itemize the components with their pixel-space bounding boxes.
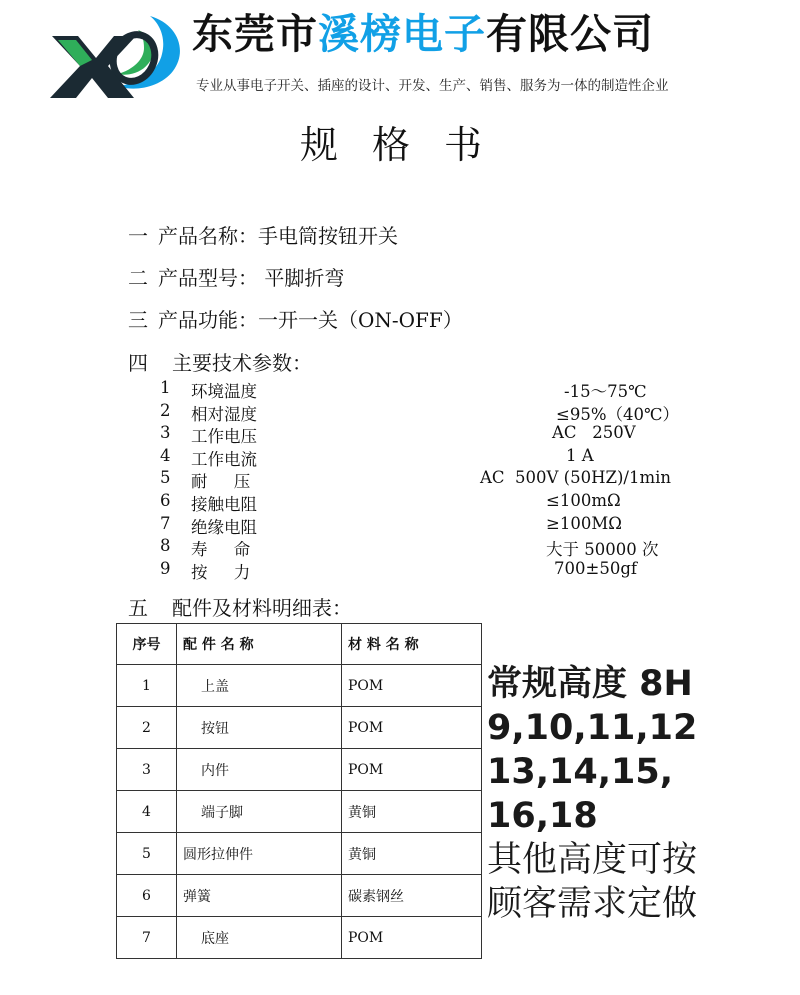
table-row <box>117 707 482 749</box>
param-number: 3 <box>160 423 171 443</box>
param-row <box>160 536 720 559</box>
cell-no: 3 <box>117 749 177 791</box>
section-product-model <box>128 262 344 291</box>
table-row <box>117 875 482 917</box>
param-row <box>160 401 720 424</box>
cell-material: 黄铜 <box>342 833 482 875</box>
cell-part: 端子脚 <box>177 791 342 833</box>
param-row <box>160 468 720 491</box>
cell-part: 上盖 <box>177 665 342 707</box>
company-logo <box>38 6 188 102</box>
section-number: 一 <box>128 224 148 248</box>
cell-material: 黄铜 <box>342 791 482 833</box>
cell-no: 1 <box>117 665 177 707</box>
param-value: 1 A <box>566 445 594 465</box>
param-label: 工作电流 <box>191 449 257 469</box>
param-number: 4 <box>160 445 171 465</box>
param-row <box>160 514 720 537</box>
param-row <box>160 491 720 514</box>
cell-material: POM <box>342 749 482 791</box>
cell-part: 弹簧 <box>177 875 342 917</box>
param-row <box>160 378 720 401</box>
param-value: -15～75℃ <box>564 382 647 401</box>
param-number: 5 <box>160 468 171 488</box>
section-text: 产品型号： 平脚折弯 <box>158 266 345 290</box>
param-label: 环境温度 <box>191 382 257 401</box>
param-value: 700±50gf <box>554 558 637 578</box>
cell-material: POM <box>342 917 482 959</box>
param-number: 6 <box>160 490 171 510</box>
section-number: 五 <box>128 596 148 620</box>
cell-material: POM <box>342 707 482 749</box>
height-note-line: 13,14,15, <box>487 752 674 792</box>
param-number: 9 <box>160 558 171 578</box>
param-label: 寿 命 <box>191 540 251 560</box>
cell-part: 内件 <box>177 749 342 791</box>
param-label: 工作电压 <box>191 427 257 447</box>
section-text: 配件及材料明细表： <box>172 596 352 620</box>
company-name-brand: 溪榜电子 <box>318 10 486 58</box>
param-number: 1 <box>160 378 171 397</box>
table-row <box>117 665 482 707</box>
height-note-line: 顾客需求定做 <box>487 884 698 924</box>
company-name-suffix: 有限公司 <box>486 10 654 58</box>
cell-part: 底座 <box>177 917 342 959</box>
param-row <box>160 559 720 582</box>
cell-part: 按钮 <box>177 707 342 749</box>
param-label: 按 力 <box>191 562 251 582</box>
title-char-1: 规 <box>300 123 339 167</box>
cell-no: 5 <box>117 833 177 875</box>
cell-no: 4 <box>117 791 177 833</box>
header-cell-no: 序号 <box>117 624 177 665</box>
param-number: 8 <box>160 536 171 556</box>
title-char-3: 书 <box>444 123 483 167</box>
cell-no: 2 <box>117 707 177 749</box>
section-text: 产品名称：手电筒按钮开关 <box>158 224 398 248</box>
section-number: 二 <box>128 266 148 290</box>
height-note-line: 其他高度可按 <box>487 840 698 880</box>
param-value: ≤95%（40℃） <box>556 404 679 424</box>
param-value: 大于 50000 次 <box>546 540 659 560</box>
section-tech-params <box>128 347 312 376</box>
company-slogan: 专业从事电子开关、插座的设计、开发、生产、销售、服务为一体的制造性企业 <box>196 78 669 94</box>
document-title <box>300 114 482 169</box>
param-row <box>160 446 720 469</box>
table-row <box>117 749 482 791</box>
section-product-function <box>128 304 463 333</box>
cell-part: 圆形拉伸件 <box>177 833 342 875</box>
company-name <box>192 10 654 58</box>
cell-no: 6 <box>117 875 177 917</box>
param-value: AC 500V (50HZ)/1min <box>480 468 672 488</box>
param-label: 绝缘电阻 <box>191 517 257 537</box>
param-label: 相对湿度 <box>191 404 257 424</box>
height-note-line: 9,10,11,12 <box>487 708 698 748</box>
table-row <box>117 833 482 875</box>
tech-params-list <box>160 378 720 581</box>
param-row <box>160 423 720 446</box>
section-text: 主要技术参数： <box>172 351 312 375</box>
header-cell-part: 配 件 名 称 <box>177 624 342 665</box>
cell-material: POM <box>342 665 482 707</box>
section-product-name <box>128 220 398 249</box>
header-cell-material: 材 料 名 称 <box>342 624 482 665</box>
parts-materials-table <box>116 623 482 959</box>
height-note-line: 16,18 <box>487 796 598 836</box>
table-row <box>117 917 482 959</box>
section-number: 三 <box>128 308 148 332</box>
table-row <box>117 791 482 833</box>
section-parts-materials <box>128 592 352 621</box>
param-value: AC 250V <box>552 423 636 443</box>
height-note-line: 常规高度 8H <box>487 664 693 704</box>
param-value: ≤100mΩ <box>546 490 621 510</box>
table-header-row <box>117 624 482 665</box>
param-value: ≥100MΩ <box>546 513 622 533</box>
param-number: 7 <box>160 513 171 533</box>
param-number: 2 <box>160 400 171 420</box>
param-label: 接触电阻 <box>191 494 257 514</box>
title-char-2: 格 <box>372 123 411 167</box>
cell-no: 7 <box>117 917 177 959</box>
section-text: 产品功能：一开一关（ON-OFF） <box>158 308 463 332</box>
cell-material: 碳素钢丝 <box>342 875 482 917</box>
section-number: 四 <box>128 351 148 375</box>
param-label: 耐 压 <box>191 472 251 492</box>
height-note <box>487 662 697 926</box>
company-name-prefix: 东莞市 <box>192 10 318 58</box>
